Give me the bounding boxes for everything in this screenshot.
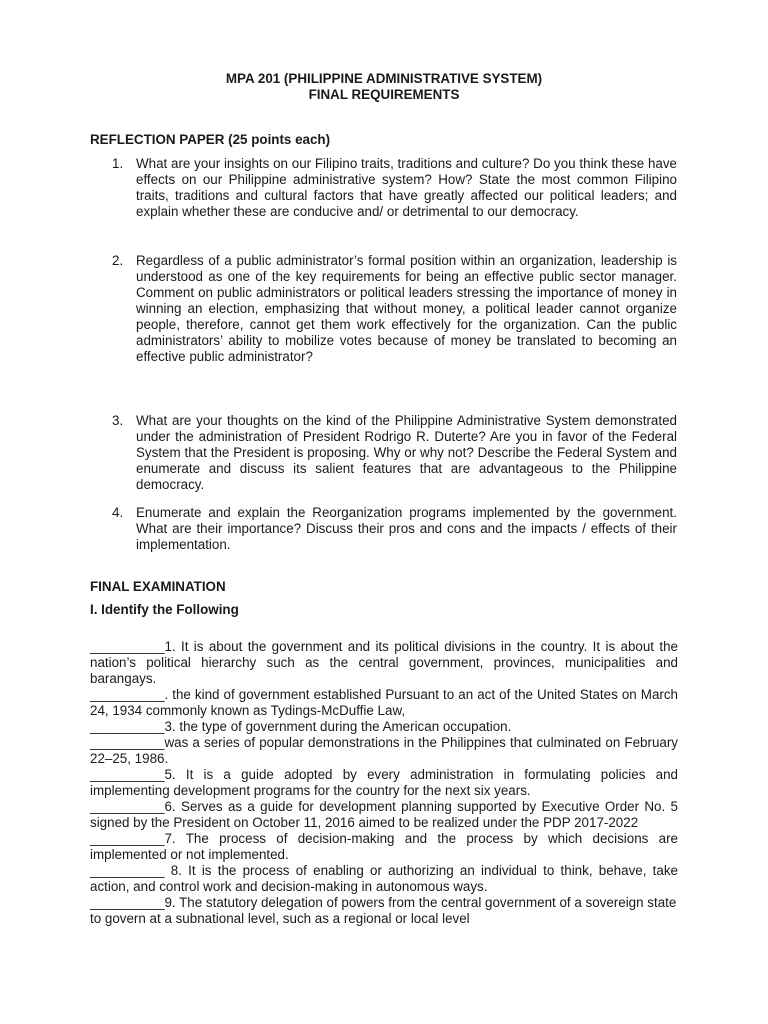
identify-item: __________. the kind of government established Pursuant to an act of the United States on March 24, 1934 commonly known as Tydings-McDuffie Law,	[90, 687, 678, 718]
identify-item: __________6. Serves as a guide for development planning supported by Executive Order No. 5 signed by the President on October 11, 2016 aimed to be realized under the PDP 2017-2022	[90, 799, 678, 830]
title-line-1: MPA 201 (PHILIPPINE ADMINISTRATIVE SYSTEM)	[225, 71, 543, 86]
question-text: What are your thoughts on the kind of the Philippine Administrative System demonstrated under the administration of President Rodrigo R. Duterte? Are you in favor of the Federal System that the President is proposing. Why or why not? Describe the Federal System and enumerate and discuss its salient features that are advantageous to the Philippine democracy.	[136, 413, 677, 492]
question-item	[90, 253, 680, 365]
question-number: 2.	[112, 253, 124, 268]
question-text: What are your insights on our Filipino traits, traditions and culture? Do you think these have effects on our Philippine administrative system? How? State the most common Filipino traits, traditions and cultural factors that have greatly affected our political leaders; and explain whether these are conducive and/ or detrimental to our democracy.	[136, 156, 677, 219]
title-line-2: FINAL REQUIREMENTS	[308, 87, 460, 102]
identify-item: __________ 8. It is the process of enabling or authorizing an individual to think, behave, take action, and control work and decision-making in autonomous ways.	[90, 863, 678, 894]
document-title	[0, 71, 768, 103]
question-number: 4.	[112, 505, 124, 520]
question-number: 1.	[112, 156, 124, 171]
identify-item: __________1. It is about the government and its political divisions in the country. It is about the nation’s political hierarchy such as the central government, provinces, municipalities and barangays.	[90, 639, 678, 686]
question-text: Regardless of a public administrator’s formal position within an organization, leadership is understood as one of the key requirements for being an effective public sector manager. Comment on public administrators or political leaders stressing the importance of money in winning an election, emphasizing that without money, a political leader cannot organize people, therefore, cannot get them work effectively for the organization. Can the public administrators’ ability to mobilize votes because of money be translated to becoming an effective public administrator?	[136, 253, 677, 364]
identify-item: __________5. It is a guide adopted by every administration in formulating policies and implementing development programs for the country for the next six years.	[90, 767, 678, 798]
identify-item: __________3. the type of government during the American occupation.	[90, 719, 512, 734]
identify-subheading: I. Identify the Following	[90, 602, 239, 617]
identify-item: __________7. The process of decision-making and the process by which decisions are implemented or not implemented.	[90, 831, 678, 862]
identify-item: __________was a series of popular demonstrations in the Philippines that culminated on February 22–25, 1986.	[90, 735, 678, 766]
question-item	[90, 413, 680, 493]
question-number: 3.	[112, 413, 124, 428]
question-item	[90, 505, 680, 553]
question-text: Enumerate and explain the Reorganization programs implemented by the government. What are their importance? Discuss their pros and cons and the impacts / effects of their implementation.	[136, 505, 677, 552]
identify-items	[90, 639, 678, 927]
identify-item: __________9. The statutory delegation of powers from the central government of a sovereign state to govern at a subnational level, such as a regional or local level	[90, 895, 677, 926]
reflection-heading: REFLECTION PAPER (25 points each)	[90, 132, 331, 147]
question-item	[90, 156, 680, 220]
final-exam-heading: FINAL EXAMINATION	[90, 579, 226, 594]
